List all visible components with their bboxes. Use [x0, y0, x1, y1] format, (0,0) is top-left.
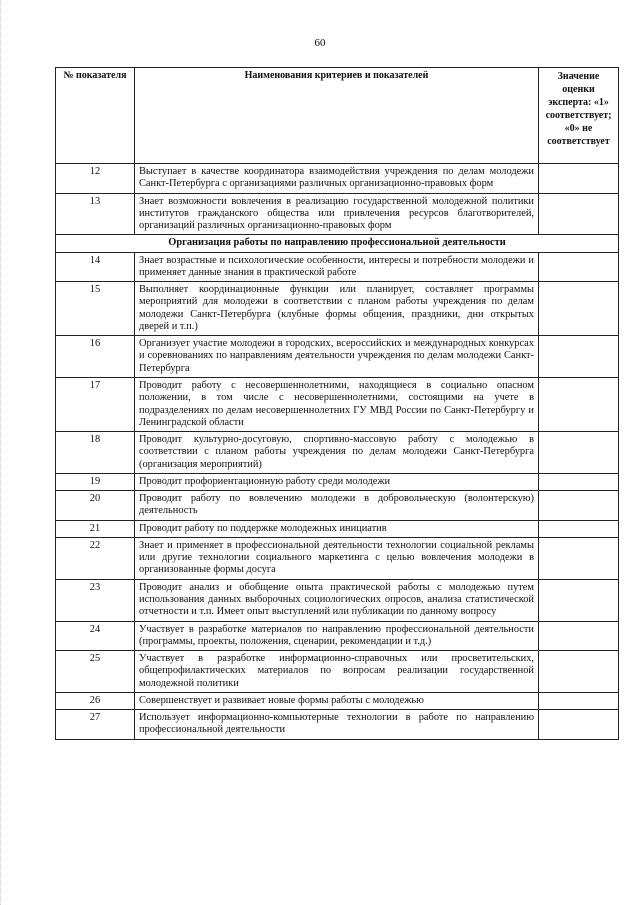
row-number: 16	[56, 336, 135, 378]
row-number: 25	[56, 651, 135, 693]
row-score-cell[interactable]	[539, 621, 619, 651]
row-score-cell[interactable]	[539, 282, 619, 336]
row-number: 26	[56, 692, 135, 709]
table-row	[56, 692, 619, 709]
row-criterion-text: Проводит работу с несовершеннолетними, находящиеся в социально опасном положении, в том числе с несовершеннолетними, состоящими на учете в подразделениях по делам несовершеннолетних ГУ МВД России по Санкт-Петербургу и Ленинградской области	[135, 377, 539, 431]
header-expert-score: Значение оценки эксперта: «1» соответствует; «0» не соответствует	[539, 68, 619, 164]
row-number: 19	[56, 473, 135, 490]
table-row	[56, 621, 619, 651]
row-criterion-text: Выполняет координационные функции или планирует, составляет программы мероприятий для молодежи в соответствии с планом работы учреждения по делам молодежи Санкт-Петербурга (клубные формы общения, праздники, дни открытых дверей и т.п.)	[135, 282, 539, 336]
table-row	[56, 164, 619, 194]
row-score-cell[interactable]	[539, 710, 619, 740]
criteria-table	[55, 67, 619, 740]
row-number: 15	[56, 282, 135, 336]
row-criterion-text: Знает и применяет в профессиональной деятельности технологии социальной рекламы или другие технологии социального маркетинга с целью вовлечения молодежи в организованные формы досуга	[135, 537, 539, 579]
row-score-cell[interactable]	[539, 579, 619, 621]
row-score-cell[interactable]	[539, 651, 619, 693]
row-criterion-text: Совершенствует и развивает новые формы работы с молодежью	[135, 692, 539, 709]
row-score-cell[interactable]	[539, 520, 619, 537]
table-row	[56, 651, 619, 693]
row-criterion-text: Организует участие молодежи в городских, всероссийских и международных конкурсах и соревнованиях по направлениям деятельности учреждения по делам молодежи Санкт-Петербурга	[135, 336, 539, 378]
row-number: 18	[56, 432, 135, 474]
row-criterion-text: Участвует в разработке информационно-справочных или просветительских, общепрофилактических материалов по вопросам реализации государственной молодежной политики	[135, 651, 539, 693]
row-criterion-text: Выступает в качестве координатора взаимодействия учреждения по делам молодежи Санкт-Петербурга с организациями различных организационно-правовых форм	[135, 164, 539, 194]
row-number: 21	[56, 520, 135, 537]
row-criterion-text: Знает возрастные и психологические особенности, интересы и потребности молодежи и применяет данные знания в практической работе	[135, 252, 539, 282]
row-criterion-text: Использует информационно-компьютерные технологии в работе по направлению профессиональной деятельности	[135, 710, 539, 740]
section-title: Организация работы по направлению профессиональной деятельности	[56, 235, 619, 252]
row-score-cell[interactable]	[539, 537, 619, 579]
table-row	[56, 282, 619, 336]
row-score-cell[interactable]	[539, 377, 619, 431]
row-number: 23	[56, 579, 135, 621]
table-row	[56, 377, 619, 431]
table-row	[56, 193, 619, 235]
row-number: 24	[56, 621, 135, 651]
row-score-cell[interactable]	[539, 432, 619, 474]
row-number: 22	[56, 537, 135, 579]
table-row	[56, 336, 619, 378]
table-row	[56, 252, 619, 282]
row-number: 27	[56, 710, 135, 740]
row-number: 13	[56, 193, 135, 235]
header-criteria-name: Наименования критериев и показателей	[135, 68, 539, 164]
row-score-cell[interactable]	[539, 193, 619, 235]
row-criterion-text: Знает возможности вовлечения в реализацию государственной молодежной политики институтов гражданского общества или привлечения ресурсов благотворителей, организаций различных организационно-правовых форм	[135, 193, 539, 235]
row-score-cell[interactable]	[539, 336, 619, 378]
row-criterion-text: Проводит анализ и обобщение опыта практической работы с молодежью путем использования данных выборочных социологических опросов, анализа статистической отчетности и т.п. Имеет опыт выступлений или публикации по данному вопросу	[135, 579, 539, 621]
row-criterion-text: Проводит культурно-досуговую, спортивно-массовую работу с молодежью в соответствии с планом работы учреждения по делам молодежи Санкт-Петербурга (организация мероприятий)	[135, 432, 539, 474]
row-criterion-text: Проводит профориентационную работу среди молодежи	[135, 473, 539, 490]
table-row	[56, 473, 619, 490]
row-score-cell[interactable]	[539, 252, 619, 282]
page-number: 60	[314, 37, 326, 49]
table-row	[56, 432, 619, 474]
row-score-cell[interactable]	[539, 164, 619, 194]
header-number: № показателя	[56, 68, 135, 164]
scan-edge	[0, 0, 4, 905]
table-row	[56, 491, 619, 521]
table-header-row	[56, 68, 619, 164]
table-row	[56, 520, 619, 537]
row-criterion-text: Проводит работу по поддержке молодежных инициатив	[135, 520, 539, 537]
row-score-cell[interactable]	[539, 692, 619, 709]
row-number: 20	[56, 491, 135, 521]
row-number: 12	[56, 164, 135, 194]
row-number: 14	[56, 252, 135, 282]
row-criterion-text: Проводит работу по вовлечению молодежи в добровольческую (волонтерскую) деятельность	[135, 491, 539, 521]
table-row	[56, 710, 619, 740]
row-score-cell[interactable]	[539, 473, 619, 490]
row-criterion-text: Участвует в разработке материалов по направлению профессиональной деятельности (программы, проекты, положения, сценарии, рекомендации и т.д.)	[135, 621, 539, 651]
table-row	[56, 579, 619, 621]
row-number: 17	[56, 377, 135, 431]
section-row	[56, 235, 619, 252]
table-row	[56, 537, 619, 579]
row-score-cell[interactable]	[539, 491, 619, 521]
